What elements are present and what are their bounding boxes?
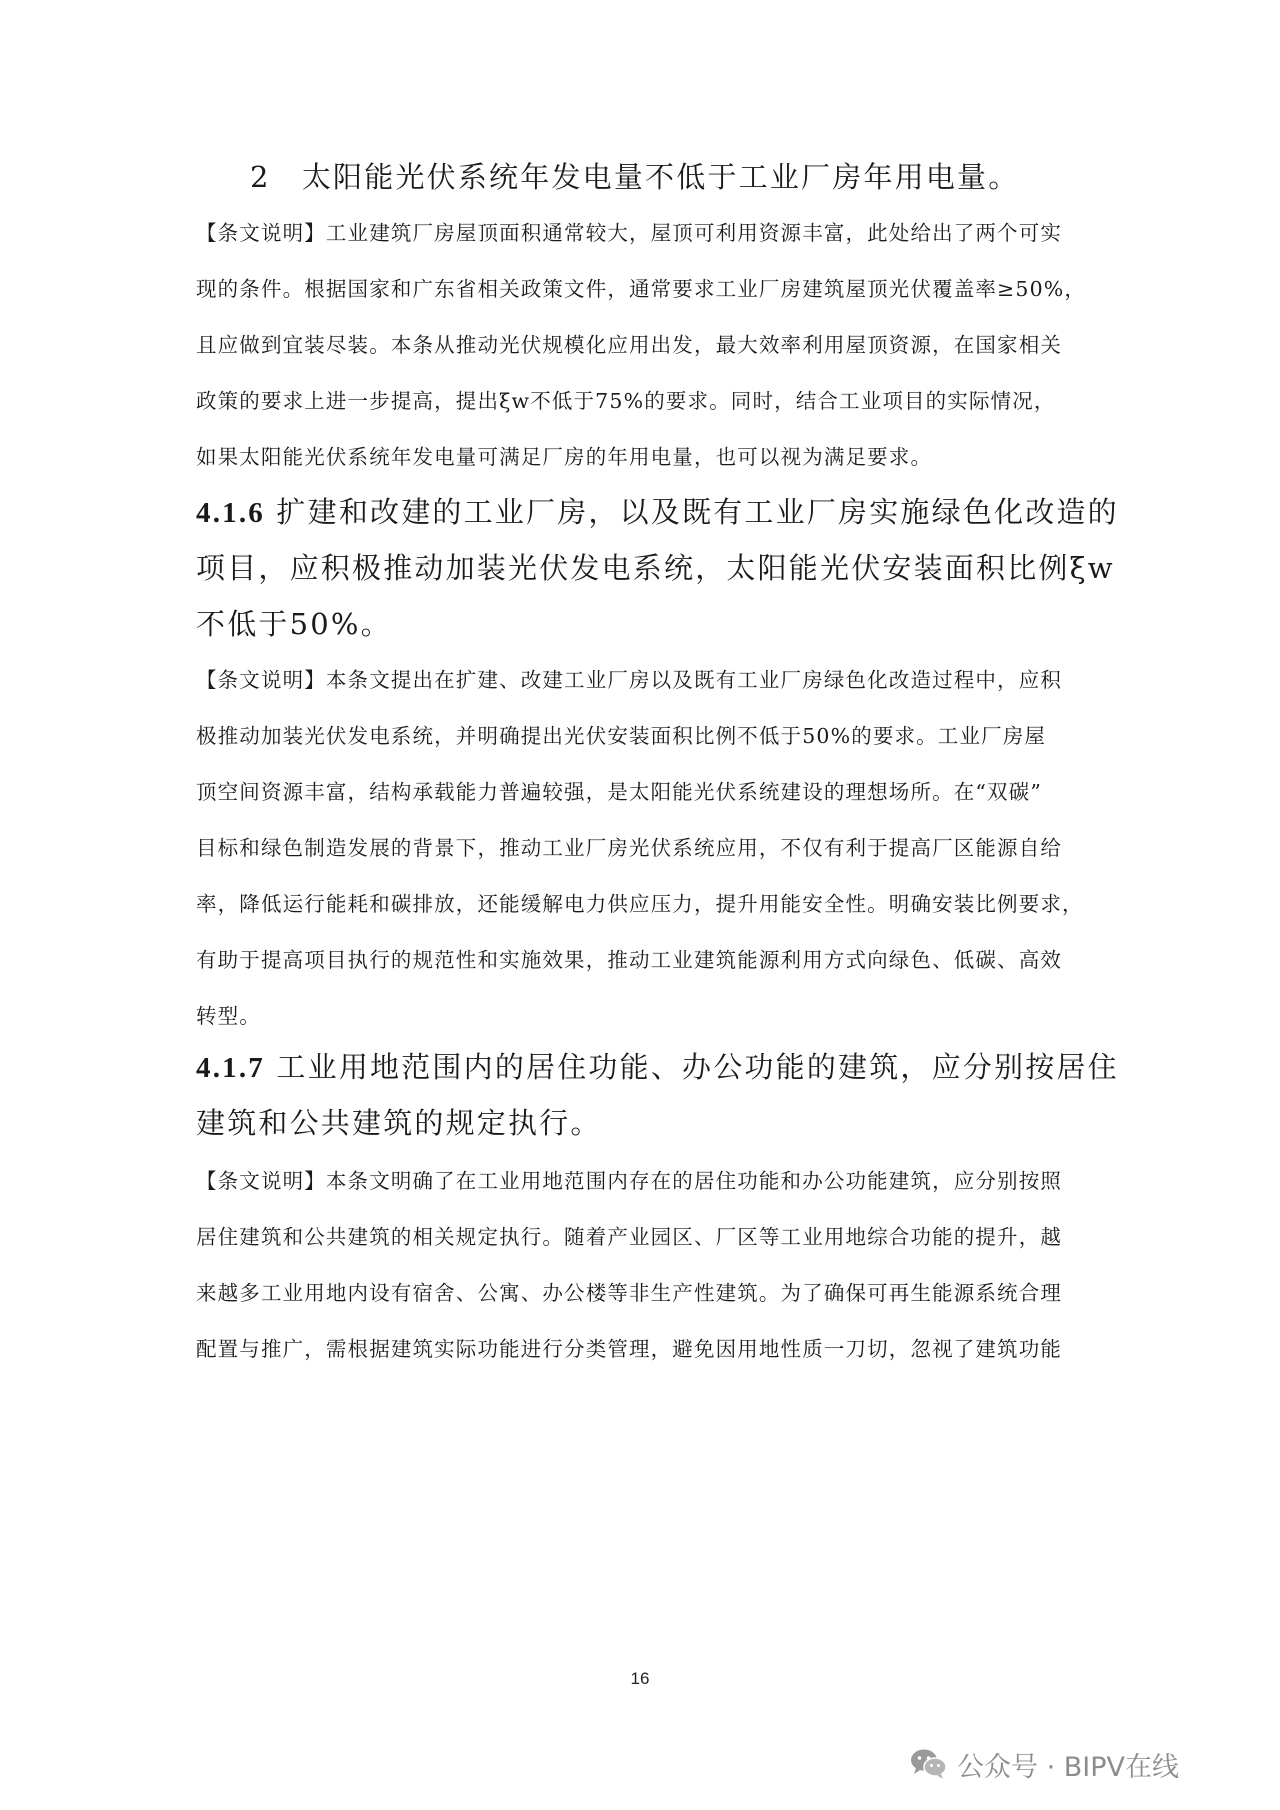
explanation-1-line: 政策的要求上进一步提高，提出ξw不低于75%的要求。同时，结合工业项目的实际情况， — [196, 389, 1056, 413]
clause-4-1-7-line: 建筑和公共建筑的规定执行。 — [196, 1106, 602, 1140]
explanation-1-line: 如果太阳能光伏系统年发电量可满足厂房的年用电量，也可以视为满足要求。 — [196, 445, 933, 469]
clause-4-1-7-heading — [196, 1045, 1119, 1086]
explanation-1-line: 现的条件。根据国家和广东省相关政策文件，通常要求工业厂房建筑屋顶光伏覆盖率≥50%， — [196, 277, 1087, 301]
item-2-text: 2 太阳能光伏系统年发电量不低于工业厂房年用电量。 — [250, 160, 1020, 194]
explanation-3-line: 来越多工业用地内设有宿舍、公寓、办公楼等非生产性建筑。为了确保可再生能源系统合理 — [196, 1281, 1062, 1305]
clause-4-1-6-line: 项目，应积极推动加装光伏发电系统，太阳能光伏安装面积比例ξw — [196, 551, 1115, 585]
explanation-3-line: 配置与推广，需根据建筑实际功能进行分类管理，避免因用地性质一刀切，忽视了建筑功能 — [196, 1337, 1062, 1361]
explanation-2-line: 目标和绿色制造发展的背景下，推动工业厂房光伏系统应用，不仅有利于提高厂区能源自给 — [196, 836, 1062, 860]
explanation-3-line: 【条文说明】本条文明确了在工业用地范围内存在的居住功能和办公功能建筑，应分别按照 — [196, 1169, 1062, 1193]
explanation-2-line: 【条文说明】本条文提出在扩建、改建工业厂房以及既有工业厂房绿色化改造过程中，应积 — [196, 668, 1062, 692]
clause-4-1-6-line: 不低于50%。 — [196, 607, 392, 641]
wechat-icon — [909, 1747, 949, 1781]
watermark-text: 公众号 · BIPV在线 — [957, 1751, 1179, 1783]
clause-text: 扩建和改建的工业厂房，以及既有工业厂房实施绿色化改造的 — [276, 495, 1119, 529]
explanation-1-line: 且应做到宜装尽装。本条从推动光伏规模化应用出发，最大效率利用屋顶资源，在国家相关 — [196, 333, 1062, 357]
clause-text: 工业用地范围内的居住功能、办公功能的建筑，应分别按居住 — [276, 1050, 1119, 1084]
explanation-2-line: 率，降低运行能耗和碳排放，还能缓解电力供应压力，提升用能安全性。明确安装比例要求， — [196, 892, 1084, 916]
watermark — [909, 1744, 1179, 1784]
explanation-1-line: 【条文说明】工业建筑厂房屋顶面积通常较大，屋顶可利用资源丰富，此处给出了两个可实 — [196, 221, 1062, 245]
clause-number: 4.1.7 — [196, 1052, 265, 1084]
explanation-2-line: 有助于提高项目执行的规范性和实施效果，推动工业建筑能源利用方式向绿色、低碳、高效 — [196, 948, 1062, 972]
explanation-3-line: 居住建筑和公共建筑的相关规定执行。随着产业园区、厂区等工业用地综合功能的提升，越 — [196, 1225, 1062, 1249]
page-number: 16 — [630, 1669, 650, 1688]
clause-number: 4.1.6 — [196, 497, 265, 529]
explanation-2-line: 转型。 — [196, 1004, 261, 1028]
explanation-2-line: 极推动加装光伏发电系统，并明确提出光伏安装面积比例不低于50%的要求。工业厂房屋 — [196, 724, 1047, 748]
explanation-2-line: 顶空间资源丰富，结构承载能力普遍较强，是太阳能光伏系统建设的理想场所。在“双碳” — [196, 780, 1042, 804]
clause-4-1-6-heading — [196, 490, 1119, 531]
